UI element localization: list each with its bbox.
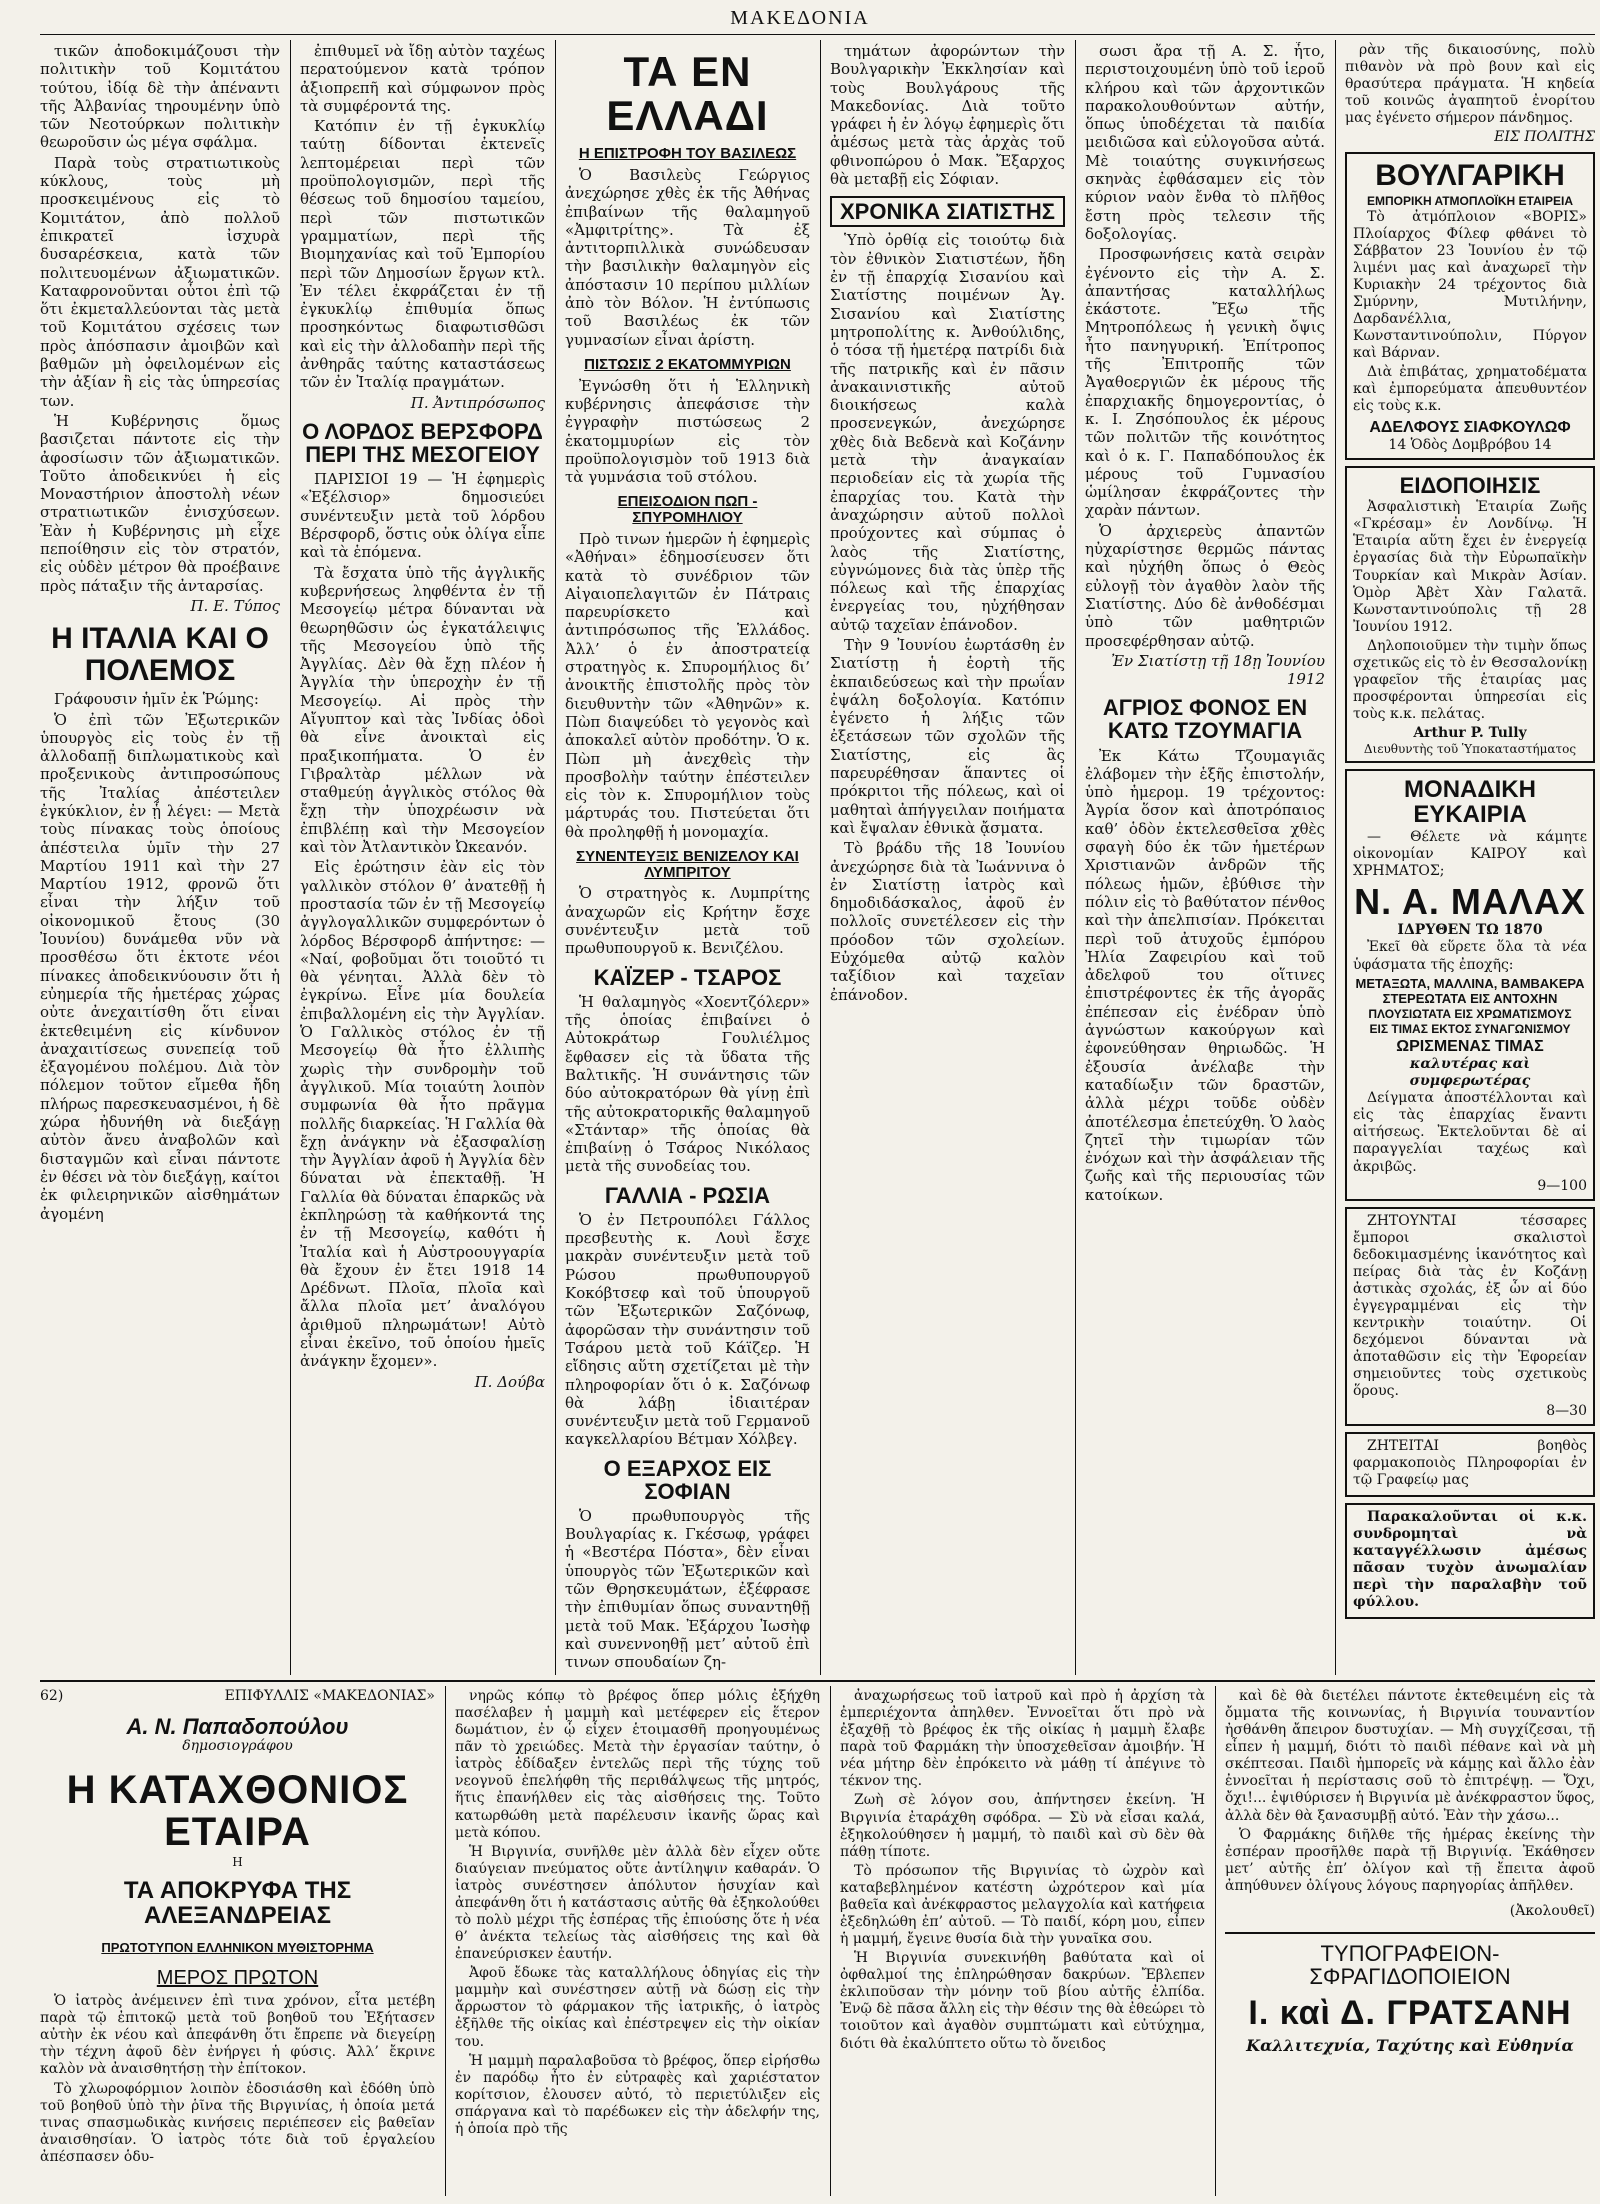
ad-code: 9—100	[1537, 1177, 1587, 1194]
article-text: τημάτων ἀφορώντων τὴν Βουλγαρικὴν Ἐκκλησίαν καὶ τοὺς Βουλγάρους τῆς Μακεδονίας. Διὰ τοῦτο γράφει ἡ ἐν λόγῳ ἐφημερὶς ὅτι ἀμέσως μετὰ τὰς ἀρχὰς τοῦ φθινοπώρου ὁ Μακ. Ἔξαρχος θὰ μεταβῇ εἰς Σόφιαν.	[830, 42, 1065, 189]
column-rule	[820, 40, 821, 1675]
pharmacist-wanted-ad	[1345, 1432, 1595, 1497]
printing-ad-title: ΤΥΠΟΓΡΑΦΕΙΟΝ-ΣΦΡΑΓΙΔΟΠΟΙΕΙΟΝ	[1309, 1941, 1511, 1990]
article-text: Κατόπιν ἐν τῇ ἐγκυκλίῳ ταύτῃ δίδονται ἐκτενεῖς λεπτομέρειαι περὶ τῶν προϋπολογισμῶν, περὶ τῆς θέσεως τοῦ δημοσίου ταμείου, περὶ τῶν πιστωτικῶν γραμματίων, περὶ τῆς Βιομηχανίας καὶ τοῦ Ἐμπορίου περὶ τῶν Δημοσίων ἔργων κτλ. Ἐν τέλει ἐκφράζεται ἐν τῇ ἐγκυκλίῳ ἐπιθυμία ὅπως προσηκόντως διαφωτισθῶσι καὶ εἰς τὴν ἀλλοδαπὴν περὶ τῆς ἀνθηρᾶς ταύτης καταστάσεως τῶν ἐν Ἰταλίᾳ πραγμάτων.	[300, 117, 545, 392]
ad-text: Παρακαλοῦνται οἱ κ.κ. συνδρομηταὶ νὰ καταγγέλλωσιν ἀμέσως πᾶσαν τυχὸν ἀνωμαλίαν περὶ τὴν παραλαβὴν τοῦ φύλλου.	[1353, 1508, 1587, 1611]
ad-store-name: Ν. Α. ΜΑΛΑΧ	[1354, 880, 1586, 922]
article-text: Ὁ ἀρχιερεὺς ἀπαντῶν ηὐχαρίστησε θερμῶς πάντας καὶ ηὐχήθη ὅπως ὁ Θεὸς εὐλογῇ τὸν ἀγαθὸν λαὸν τῆς Σιατίστης. Δύο δὲ ἀνθοδέσμαι ὑπὸ τῶν μαθητριῶν προσεφέρθησαν αὐτῷ.	[1085, 521, 1325, 650]
column-1	[40, 42, 280, 1672]
feuilleton-author-role: δημοσιογράφου	[182, 1738, 293, 1755]
article-text: σωσι ἄρα τῇ Α. Σ. ἦτο, περιστοιχουμένη ὑπὸ τοῦ ἱεροῦ κλήρου καὶ τῶν ἀρχοντικῶν παρακολουθούντων αὐτήν, ὅπως ὑποδέχεται τὰ παιδία μειδιῶσα καὶ εὐλογοῦσα αὐτά. Μὲ τοιαύτης συγκινήσεως σκηνὰς ἐφθάσαμεν εἰς τὸν κύριον ναὸν ἔνθα τὸ πλῆθος ἔστη πρὸς τελεσιν τῆς δοξολογίας.	[1085, 42, 1325, 243]
ad-text: Δείγματα ἀποστέλλονται καὶ εἰς τὰς ἐπαρχίας ἔναντι αἰτήσεως. Ἐκτελοῦνται δὲ αἱ παραγγελίαι ταχέως καὶ ἀκριβῶς.	[1353, 1090, 1587, 1175]
article-text: Ἡ Κυβέρνησις ὅμως βασιζεται πάντοτε εἰς τὴν ἀφοσίωσιν τῶν ἀξιωματικῶν. Τοῦτο ἀποδεικνύει ἡ εἰς Μοναστήριον ἀποστολὴ νέων στρατιωτικῶν ἐνισχύσεων. Ἐὰν ἡ Κυβέρνησις μὴ εἶχε πεποίθησιν εἰς τὸν στρατόν, εἰς οὐδὲν μέτρον θὰ προέβαινε πρὸς πάταξιν τῆς ἀνταρσίας.	[40, 411, 280, 595]
article-text: Προσφωνήσεις κατὰ σειρὰν ἐγένοντο εἰς τὴν Α. Σ. ἀπαντήσας καταλλήλως ἐκάστοτε. Ἔξω τῆς Μητροπόλεως ἡ γενικὴ ὄψις ἦτο πανηγυρική. Ἐπίτροπος τῆς Ἐπιτροπῆς τῶν Ἀγαθοεργιῶν ἐκ μέρους τῆς ἐπαρχιακῆς δημογεροντίας, ὁ κ. Ι. Ζησόπουλος ἐκ μέρους τῶν πολιτῶν τῆς κοινότητος καὶ ὁ κ. Γ. Παπαδόπουλος ἐκ μέρους τοῦ Γυμνασίου ὡμίλησαν ἐκφράζοντες τὴν χαρὰν πάντων.	[1085, 245, 1325, 520]
article-text: ρὰν τῆς δικαιοσύνης, πολὺ πιθανὸν νὰ πρὸ βουν καὶ εἰς θρασύτερα πράγματα. Ἡ κηδεία τοῦ κοινῶς ἀγαπητοῦ ἐνορίτου μας ἐγένετο σήμερον πάνδημος.	[1345, 42, 1595, 127]
subscriber-notice	[1345, 1503, 1595, 1619]
column-5	[1085, 42, 1325, 1672]
article-headline: ΓΑΛΛΙΑ - ΡΩΣΙΑ	[604, 1182, 771, 1208]
article-headline: Η ΙΤΑΛΙΑ ΚΑΙ Ο ΠΟΛΕΜΟΣ	[51, 622, 269, 687]
article-text: Γράφουσιν ἡμῖν ἐκ Ῥώμης:	[54, 690, 259, 709]
column-rule	[830, 1686, 831, 2196]
article-headline: ΚΑΪΖΕΡ - ΤΣΑΡΟΣ	[593, 964, 782, 990]
ad-fixed-prices: ΩΡΙΣΜΕΝΑΣ ΤΙΜΑΣ	[1396, 1037, 1544, 1055]
feuilleton-text: ἀναχωρήσεως τοῦ ἰατροῦ καὶ πρὸ ἡ ἀρχίση τὰ ἐμπεριέχοντα ἀπηλθεν. Ἐννοεῖται ὅτι πρὸ νὰ ἐξαχθῇ τὸ βρέφος ἐκ τῆς οἰκίας ἡ μαμμὴ ἔλαβε παρὰ τοῦ Φαρμάκη τὴν ὑποσχεθεῖσαν ἀμοιβήν. Ἡ νέα μήτηρ δὲν ἐπρόκειτο νὰ μάθῃ τί ἀπέγινε τὸ τέκνον της.	[840, 1688, 1205, 1790]
ad-goods: ΜΕΤΑΞΩΤΑ, ΜΑΛΛΙΝΑ, ΒΑΜΒΑΚΕΡΑ	[1355, 975, 1585, 991]
top-rule	[40, 34, 1595, 35]
subheadline: ΕΠΕΙΣΟΔΙΟΝ ΠΩΠ - ΣΠΥΡΟΜΗΛΙΟΥ	[617, 493, 758, 527]
printing-ad-name: Ι. καὶ Δ. ΓΡΑΤΣΑΝΗ	[1248, 1994, 1572, 2033]
article-text: Ὁ ἐπὶ τῶν Ἐξωτερικῶν ὑπουργὸς εἰς τοὺς ἐν τῇ ἀλλοδαπῇ διπλωματικοὺς καὶ προξενικοὺς ἀντιπροσώπους τῆς Ἰταλίας ἀπέστειλεν ἐγκύκλιον, ἐν ᾗ λέγει: — Μετὰ τοὺς πίνακας τοὺς ὁποίους ἀπέστειλα ὑμῖν τὴν 27 Μαρτίου 1911 καὶ τὴν 27 Μαρτίου 1912, φρονῶ ὅτι εἶναι τὴν λήξιν τοῦ οἰκονομικοῦ ἔτους (30 Ἰουνίου) δυνάμεθα νῦν νὰ προσθέσω ὅτι ἐκτοτε νέοι πίνακες ἀποδεικνύουσιν ὅτι ἡ εὐημερία τῆς ἡμετέρας χώρας οὐτε ἀνεχαιτίσθη ὅτι εἶναι ἐκτεθειμένη εἰς κίνδυνον ἀναχαιτίσεως συνεπείᾳ τοῦ ἐξαγομένου πολέμου. Διὰ τὸν πόλεμον τοῦτον εἴμεθα ἤδη πλήρως παρεσκευασμένοι, ἡ δὲ χώρα ἠδυνήθη νὰ διεξάγῃ αὐτὸν ἄνευ ἀναβολῶν καὶ δισταγμῶν καὶ εἶναι πάντοτε ἐν θέσει νὰ τὸν διεξάγῃ, καίτοι ἐκ φιλειρηνικῶν αἰσθημάτων ἀγομένη	[40, 710, 280, 1223]
column-rule	[445, 1686, 446, 2196]
feuilleton-number: 62)	[40, 1688, 64, 1704]
column-rule	[555, 40, 556, 1675]
article-text: Ὁ στρατηγὸς κ. Λυμπρίτης ἀναχωρῶν εἰς Κρήτην ἔσχε συνέντευξιν μετὰ τοῦ πρωθυπουργοῦ κ. Βενιζέλου.	[565, 884, 810, 958]
feuilleton-text: Ὁ Φαρμάκης διῆλθε τῆς ἡμέρας ἐκείνης τὴν ἐσπέραν προσῆλθε παρὰ τῇ Βιργινίᾳ. Ἐκάθησεν μετ’ αὐτῆς ἐπ’ ὀλίγον καὶ τῇ ἔπειτα ἀφοῦ ἀπηύθυνεν ὀλίγους λόγους παρηγορίας ἀπῆλθεν.	[1225, 1826, 1595, 1894]
feuilleton-column-3	[840, 1688, 1205, 2198]
article-headline: ΑΓΡΙΟΣ ΦΟΝΟΣ ΕΝ ΚΑΤΩ ΤΖΟΥΜΑΓΙΑ	[1102, 695, 1308, 744]
article-text: Παρὰ τοὺς στρατιωτικοὺς κύκλους, τοὺς μὴ προσκειμένους εἰς τὸ Κομιτάτον, ἀπὸ πολλοῦ ἐπικρατεῖ ἰσχυρὰ δυσαρέσκεια, κατὰ τῶν πολιτευομένων ἀξιωματικῶν. Καταφρονοῦνται οὗτοι ἐπὶ τῷ ὅτι ἐκμεταλλεύονται τὰς μετὰ τοῦ Κομιτάτου σχέσεις των πρὸς ἀπόσπασιν ἀμοιβῶν καὶ βαθμῶν μὴ ὀφειλομένων εἰς τὴν ἀξίαν ἢ εἰς τὰς ὑπηρεσίας των.	[40, 153, 280, 410]
feuilleton-column-2	[455, 1688, 820, 2198]
article-headline: Ο ΛΟΡΔΟΣ ΒΕΡΣΦΟΡΔ ΠΕΡΙ ΤΗΣ ΜΕΣΟΓΕΙΟΥ	[302, 418, 543, 468]
column-3	[565, 42, 810, 1672]
article-signature: Π. Ε. Τύπος	[190, 596, 280, 615]
article-text: Τὴν 9 Ἰουνίου ἐωρτάσθη ἐν Σιατίστῃ ἡ ἑορτὴ τῆς ἐκπαιδεύσεως καὶ τὴν πρωΐαν ἐψάλη δοξολογία. Κατόπιν ἐγένετο ἡ λήξις τῶν ἐξετάσεων τῶν σχολῶν τῆς Σιατίστης, εἰς ἃς παρευρέθησαν ἅπαντες οἱ πρόκριτοι τῆς πόλεως, καὶ οἱ μαθηταὶ ἀπήγγειλαν ποιήματα καὶ ἔψαλαν ἐθνικὰ ᾄσματα.	[830, 636, 1065, 837]
ad-text: ΖΗΤΟΥΝΤΑΙ τέσσαρες ἔμποροι σκαλιστοὶ δεδοκιμασμένης ἱκανότητος καὶ πείρας διὰ τὰς ἐν Κοζάνῃ ἀστικὰς σχολάς, ἐξ ὧν αἱ δύο ἐγγεγραμμέναι εἰς τὴν κεντρικὴν τοιαύτην. Οἱ δεχόμενοι δύνανται νὰ ἀποταθῶσιν εἰς τὴν Ἐφορείαν σημειοῦντες τοὺς σχετικοὺς ὅρους.	[1353, 1212, 1587, 1400]
teachers-wanted-ad	[1345, 1207, 1595, 1426]
ad-text: ΖΗΤΕΙΤΑΙ βοηθὸς φαρμακοποιὸς Πληροφορίαι ἐν τῷ Γραφείῳ μας	[1353, 1437, 1587, 1488]
printing-ad-slogan: Καλλιτεχνία, Ταχύτης καὶ Εὐθηνία	[1246, 2035, 1574, 2055]
article-signature: ΕΙΣ ΠΟΛΙΤΗΣ	[1494, 129, 1595, 146]
feuilleton-text: Ἀφοῦ ἔδωκε τὰς καταλλήλους ὁδηγίας εἰς τὴν μαμμὴν καὶ συνέστησεν αὐτῇ νὰ δώσῃ εἰς τὴν ἄρρωστον τὸ φάρμακον τῆς ἰατρικῆς, ὁ ἰατρὸς ἐξῆλθε τῆς οἰκίας καὶ ἐπέστρεψεν εἰς τὴν οἰκίαν του.	[455, 1965, 820, 2050]
article-text: Ἐγνώσθη ὅτι ἡ Ἑλληνικὴ κυβέρνησις ἀπεφάσισε τὴν ἐγγραφὴν πιστώσεως 2 ἑκατομμυρίων εἰς τὸν προϋπολογισμὸν τοῦ 1913 διὰ τὰ γυμνάσια τοῦ στόλου.	[565, 376, 810, 487]
article-text: ΠΑΡΙΣΙΟΙ 19 — Ἡ ἐφημερὶς «Ἐξέλσιορ» δημοσιεύει συνέντευξιν μετὰ τοῦ λόρδου Βέρσφορδ, ὅστις οὐκ ὀλίγα εἶπε καὶ τὰ ἑπόμενα.	[300, 470, 545, 562]
column-rule	[1075, 40, 1076, 1675]
article-text: Ἡ θαλαμηγὸς «Χοεντζόλερν» τῆς ὁποίας ἐπιβαίνει ὁ Αὐτοκράτωρ Γουλιέλμος ἔφθασεν εἰς τὰ ὕδατα τῆς Βαλτικῆς. Ἡ συνάντησις τῶν δύο αὐτοκρατόρων θὰ γίνῃ ἐπὶ τῆς αὐτοκρατορικῆς θαλαμηγοῦ «Στάνταρ» τῆς ὁποίας θὰ ἐπιβαίνῃ ὁ Τσάρος Νικόλαος μετὰ τῆς συνοδείας του.	[565, 992, 810, 1176]
ad-title: ΒΟΥΛΓΑΡΙΚΗ	[1375, 159, 1565, 193]
feuilleton-label-row	[40, 1688, 435, 1705]
feuilleton-text: νηρῶς κόπῳ τὸ βρέφος ὅπερ μόλις ἐξήχθη πασέλαβεν ἡ μαμμὴ καὶ μετέφερεν εἰς ἕτερον δωμάτιον, ἐν ᾧ εἶχεν ἑτοιμασθῆ προηγουμένως πᾶν τὸ χρειώδες. Μετὰ τὴν ἐργασίαν ταύτην, ὁ ἰατρὸς ἐδίδαξεν ἐντελῶς περὶ τῆς τύχης τοῦ νεογνοῦ ἐπελήφθη τῆς περιθάλψεως τῆς μητρός, ἥτις ἐπανήλθεν εἰς τὰς αἰσθήσεις της. Τοῦτο κατωρθώθη μετὰ παρέλευσιν ἱκανῆς ὥρας καὶ μετὰ κόπου.	[455, 1688, 820, 1841]
ad-text: Τὸ ἀτμόπλοιον «ΒΟΡΙΣ» Πλοίαρχος Φίλεφ φθάνει τὸ Σάββατον 23 Ἰουνίου ἐν τῷ λιμένι μας καὶ ἀναχωρεῖ τὴν Κυριακὴν 24 τρέχοντος διὰ Σμύρνην, Μυτιλήνην, Δαρδανέλλια, Κωνσταντινούπολιν, Πύργον καὶ Βάρναν.	[1353, 208, 1587, 362]
ad-prices: ΕΙΣ ΤΙΜΑΣ ΕΚΤΟΣ ΣΥΝΑΓΩΝΙΣΜΟΥ	[1369, 1021, 1571, 1036]
ad-subtitle: ΕΜΠΟΡΙΚΗ ΑΤΜΟΠΛΟΪΚΗ ΕΤΑΙΡΕΙΑ	[1366, 193, 1574, 208]
ad-text: Διὰ ἐπιβάτας, χρηματοδέματα καὶ ἐμπορεύματα ἀπευθυντέον εἰς τοὺς κ.κ.	[1353, 364, 1587, 415]
column-rule	[1215, 1686, 1216, 2196]
article-text: Ἐκ Κάτω Τζουμαγιᾶς ἐλάβομεν τὴν ἑξῆς ἐπιστολήν, ὑπὸ ἡμερομ. 19 τρέχοντος: Ἀγρία ὅσον καὶ ἀποτρόπαιος καθ’ ὁδὸν ἐκτελεσθεῖσα χθὲς σφαγὴ δύο ἐκ τῶν ἡμετέρων Χριστιανῶν ἀνδρῶν τῆς πόλεως ἡμῶν, ἐβύθισε τὴν πόλιν εἰς τὸ βαθύτατον πένθος καὶ τὴν ἀπελπισίαν. Πρόκειται περὶ τοῦ ἀτυχοῦς ἐμπόρου Ἠλία Ζαφειρίου καὶ τοῦ ἀδελφοῦ του οἵτινες ἐπιστρέφοντες ἐκ τῆς ἀγορᾶς ἐπέπεσαν εἰς ἐνέδραν ὑπὸ ἀγνώστων κακούργων καὶ ἐφονεύθησαν θηριωδῶς. Ἡ ἐξουσία ἀνέλαβε τὴν καταδίωξιν τῶν δραστῶν, ἀλλὰ μέχρι τοῦδε οὐδὲν ἀποτέλεσμα ἐπετεύχθη. Ὁ λαὸς ζητεῖ τὴν τιμωρίαν τῶν ἐνόχων καὶ τὴν ἀσφάλειαν τῆς ζωῆς καὶ τῆς περιουσίας τῶν κατοίκων.	[1085, 746, 1325, 1204]
article-text: Τὸ βράδυ τῆς 18 Ἰουνίου ἀνεχώρησε διὰ τὰ Ἰωάννινα ὁ ἐν Σιατίστῃ ἰατρὸς καὶ δημοδιδάσκαλος, ἀφοῦ ἐν πολλοῖς συνετέλεσεν εἰς τὴν πρόοδον τῶν σχολείων. Εὐχόμεθα αὐτῷ καλὸν ταξίδιον καὶ ταχεῖαν ἐπάνοδον.	[830, 839, 1065, 1004]
masthead: ΜΑΚΕΔΟΝΙΑ	[730, 7, 870, 29]
ad-signature: Arthur P. Tully	[1413, 725, 1527, 742]
column-6	[1345, 42, 1595, 1672]
feuilleton-part: ΜΕΡΟΣ ΠΡΩΤΟΝ	[156, 1967, 319, 1990]
shipping-ad	[1345, 152, 1595, 460]
article-text: Εἰς ἐρώτησιν ἐὰν εἰς τὸν γαλλικὸν στόλον θ’ ἀνατεθῇ ἡ προστασία τῶν ἐν τῇ Μεσογείῳ ἀγγλογαλλικῶν συμφερόντων ὁ λόρδος Βέρσφορδ ἀπήντησε: — «Ναί, φοβοῦμαι ὅτι τοιοῦτό τι θὰ γένηται. Ἀλλὰ δὲν τὸ ἐγκρίνω. Εἶνε μία δουλεία ἐπιβαλλομένη εἰς τὴν Ἀγγλίαν. Ὁ Γαλλικὸς στόλος ἐν τῇ Μεσογείῳ θὰ ἦτο ἐλλιπὴς χωρὶς τὴν συνδρομὴν τοῦ ἀγγλικοῦ. Μία τοιαύτη λοιπὸν συμφωνία θὰ ἦτο πρᾶγμα πολλῆς διαρκείας. Ἡ Γαλλία θὰ ἔχῃ ἀνάγκην νὰ ἐξασφαλίσῃ τὴν Ἀγγλίαν ἀφοῦ ἡ Ἀγγλία δὲν δύναται νὰ ἐπεκταθῇ. Ἡ Γαλλία θὰ δύναται ἐπαρκῶς νὰ ἐκπληρώσῃ τὰ καθήκοντά της ἐν τῇ Μεσογείῳ, καθότι ἡ Ἰταλία καὶ ἡ Αὐστροουγγαρία θὰ ἔχουν ἐν ἔτει 1918 14 Δρέδνωτ. Πλοῖα, πλοῖα καὶ ἄλλα πλοῖα μετ’ ἀναλόγου ἀριθμοῦ πληρωμάτων! Αὐτὸ εἶναι ἐκεῖνο, τοῦ ὁποίου ἡμεῖς ἀνάγκην ἔχομεν».	[300, 858, 545, 1371]
feuilleton-rule	[40, 1680, 1595, 1682]
column-4	[830, 42, 1065, 1672]
ad-goods: ΠΛΟΥΣΙΩΤΑΤΑ ΕΙΣ ΧΡΩΜΑΤΙΣΜΟΥΣ	[1368, 1007, 1572, 1022]
feuilleton-continued: (Ἀκολουθεῖ)	[1509, 1902, 1595, 1919]
subheadline: ΣΥΝΕΝΤΕΥΞΙΣ ΒΕΝΙΖΕΛΟΥ ΚΑΙ ΛΥΜΠΡΙΤΟΥ	[576, 847, 799, 881]
feuilleton-author: Α. Ν. Παπαδοπούλου	[126, 1714, 349, 1740]
feuilleton-title-joiner: Η	[232, 1855, 243, 1870]
ad-title: ΜΟΝΑΔΙΚΗ ΕΥΚΑΙΡΙΑ	[1404, 775, 1536, 829]
subheadline: Η ΕΠΙΣΤΡΟΦΗ ΤΟΥ ΒΑΣΙΛΕΩΣ	[578, 145, 797, 163]
article-text: ἐπιθυμεῖ νὰ ἴδῃ αὐτὸν ταχέως περατούμενον κατὰ τρόπον ἀξιοπρεπῆ καὶ σύμφωνον πρὸς τὰ συμφέροντά της.	[300, 42, 545, 115]
feuilleton-text: καὶ δὲ θὰ διετέλει πάντοτε ἐκτεθειμένη εἰς τὰ ὄμματα τῆς κοινωνίας, ἡ Βιργινία τουναντίον ἠσθάνθη ἄπειρον δυστυχίαν. — Μὴ συγχίζεσαι, τῇ εἶπεν ἡ μαμμή, διότι τὸ παιδὶ πέθανε καὶ νὰ μὴ σκέπτεσαι. Παιδὶ ἠμπορεῖς νὰ κάμῃς καὶ ἄλλο ἐὰν ἐννοεῖται ἡ περίστασις σοῦ τὸ ἐπιτρέψῃ. — Ὄχι, ὄχι!... ἐψιθύρισεν ἡ Βιργινία μὲ ἀνέκφραστον ὕφος, ἀλλὰ δὲν θὰ ξανασυμβῇ αὐτό. Ἐὰν τὴν χάσω...	[1225, 1688, 1595, 1824]
feuilleton-title: Η ΚΑΤΑΧΘΟΝΙΟΣ ΕΤΑΙΡΑ	[66, 1768, 409, 1855]
ad-slogan: καλυτέρας καὶ συμφερωτέρας	[1409, 1056, 1531, 1090]
ad-text: Ἀσφαλιστικὴ Ἑταιρία Ζωῆς «Γκρέσαμ» ἐν Λονδίνῳ. Ἡ Ἑταιρία αὕτη ἔχει ἐν ἐνεργείᾳ ἐργασίας διὰ τὴν Εὐρωπαϊκὴν Τουρκίαν καὶ Μικρὰν Ἀσίαν. Ὁμὸρ Ἀβὲτ Χὰν Γαλατᾶ. Κωνσταντινούπολις τῇ 28 Ἰουνίου 1912.	[1353, 499, 1587, 635]
article-signature: Π. Ἀντιπρόσωπος	[410, 393, 545, 412]
feuilleton-text: Ἡ Βιργινία, συνῆλθε μὲν ἀλλὰ δὲν εἶχεν οὔτε διαύγειαν πνεύματος οὔτε ἀντίληψιν καθαράν. Ὁ ἰατρὸς συνέστησεν ἀπόλυτον ἡσυχίαν καὶ ἀπεφάνθη ὅτι ἡ κατάστασις αὐτῆς θὰ ἐξηκολούθει τὸ πολὺ μέχρι τῆς ἑσπέρας τῆς ἐπιούσης ὅτε ἡ νέα θ’ ἀνέκτα τελείως τὰς αἰσθήσεις της καὶ θὰ ἐπανεύρισκεν ἑαυτήν.	[455, 1843, 820, 1963]
ad-goods: ΣΤΕΡΕΩΤΑΤΑ ΕΙΣ ΑΝΤΟΧΗΝ	[1382, 991, 1558, 1007]
ad-text: Ἐκεῖ θὰ εὕρετε ὅλα τὰ νέα ὑφάσματα τῆς ἐποχῆς:	[1353, 939, 1587, 973]
column-rule	[290, 40, 291, 1675]
column-rule	[1335, 40, 1336, 1675]
feuilleton-text: Ὁ ἰατρὸς ἀνέμεινεν ἐπὶ τινα χρόνον, εἶτα μετέβη παρὰ τῷ ἐπιτοκῷ μετὰ τοῦ βοηθοῦ του Ἐξήτασεν αὐτὴν ἐκ νέου καὶ ἀπεφάνθη ὅτι ἔπρεπε νὰ διεγείρῃ τὴν τέχνη ἀφοῦ δὲν ἐνήργει ἡ φύσις. Ἀλλ’ ἔκρινε καλὸν νὰ ἀναισθητήσῃ τὴν ἐπίτοκον.	[40, 1993, 435, 2078]
article-headline: Ο ΕΞΑΡΧΟΣ ΕΙΣ ΣΟΦΙΑΝ	[603, 1455, 772, 1504]
article-signature: Π. Δούβα	[474, 1372, 545, 1391]
fabric-store-ad	[1345, 769, 1595, 1201]
article-text: Ὁ ἐν Πετρουπόλει Γάλλος πρεσβευτὴς κ. Λουὶ ἔσχε μακρὰν συνέντευξιν μετὰ τοῦ Ρώσου πρωθυπουργοῦ Κοκόβτσεφ καὶ τοῦ ὑπουργοῦ τῶν Ἐξωτερικῶν Σαζόνωφ, ἀφορῶσαν τὴν συνάντησιν τοῦ Τσάρου μετὰ τοῦ Κάϊζερ. Ἡ εἴδησις αὕτη σχετίζεται μὲ τὴν πληροφορίαν ὅτι ὁ κ. Σαζόνωφ θὰ λάβῃ ἰδιαιτέραν συνέντευξιν μετὰ τοῦ Γερμανοῦ καγκελλαρίου Βέτμαν Χόλβεγ.	[565, 1210, 810, 1449]
article-text: Τὰ ἔσχατα ὑπὸ τῆς ἀγγλικῆς κυβερνήσεως ληφθέντα ἐν τῇ Μεσογείῳ μέτρα δύνανται νὰ θεωρηθῶσιν ὡς ἐγκατάλειψις τῆς Μεσογείου ὑπὸ τῆς Ἀγγλίας. Δὲν θὰ ἔχῃ πλέον ἡ Ἀγγλία τὴν ὑπεροχὴν ἐν τῇ Μεσογείῳ. Αἱ πρὸς τὴν Αἴγυπτον καὶ τὰς Ἰνδίας ὁδοὶ θὰ εἶνε ἀνοικταὶ εἰς πραξικοπήματα. Ὁ ἐν Γιβραλτὰρ μέλλων νὰ σταθμεύῃ ἀγγλικὸς στόλος θὰ ἔχῃ τὴν ὑποχρέωσιν νὰ ἐπιβλέπῃ καὶ τὴν Μεσογείον καὶ τὸν Ἀτλαντικὸν Ὠκεανόν.	[300, 563, 545, 857]
feuilleton-text: Τὸ πρόσωπον τῆς Βιργινίας τὸ ὠχρὸν καὶ καταβεβλημένον κατέστη ὠχρότερον καὶ μία βαθεῖα καὶ ἀνέκφραστος μελαγχολία καὶ κατήφεια ἐξεδηλώθη ἐπ’ αὐτοῦ. — Τὸ παιδί, κόρη μου, εἶπεν ἡ μαμμή, ἔγεινε θυσία διὰ τὴν γυναῖκα σου.	[840, 1862, 1205, 1948]
ad-text: — Θέλετε νὰ κάμητε οἰκονομίαν ΚΑΙΡΟΥ καὶ ΧΡΗΜΑΤΟΣ;	[1353, 829, 1587, 880]
article-headline: ΧΡΟΝΙΚΑ ΣΙΑΤΙΣΤΗΣ	[830, 196, 1065, 227]
ad-role: Διευθυντὴς τοῦ Ὑποκαταστήματος	[1363, 742, 1577, 757]
ad-divider	[1225, 1932, 1595, 1934]
feuilleton-text: Ἡ μαμμὴ παραλαβοῦσα τὸ βρέφος, ὅπερ εἰρήσθω ἐν παρόδῳ ἦτο ἐν εὐτραφὲς καὶ χαριέστατον κορίτσιον, ἐλουσεν αὐτό, τὸ περιετύλιξεν εἰς σπάργανα καὶ τὸ παρέδωκεν εἰς τὴν ἀδελφήν της, ἡ ὁποία πρὸ τῆς	[455, 2052, 820, 2137]
ad-title: ΕΙΔΟΠΟΙΗΣΙΣ	[1399, 473, 1541, 499]
ad-address: 14 Ὁδὸς Δομβρόβου 14	[1388, 437, 1552, 454]
article-text: Πρὸ τινων ἡμερῶν ἡ ἐφημερὶς «Ἀθήναι» ἐδημοσίευσεν ὅτι κατὰ τὸ συνέδριον τῶν Αἰγαιοπελαγιτῶν ἐν Πάτραις παρευρίσκετο καὶ ἀντιπρόσωπος τῆς Ἑλλάδος. Ἀλλ’ ὁ ἐν ἀποστρατείᾳ στρατηγὸς κ. Σπυρομήλιος δι’ ἀνοικτῆς ἐπιστολῆς πρὸς τὸν διευθυντὴν τῶν «Ἀθηνῶν» κ. Πὼπ διαψεύδει τὸ γεγονὸς καὶ ἀποκαλεῖ αὐτὸν προδότην. Ὁ κ. Πὼπ μὴ ἀνεχθεὶς τὴν προσβολὴν ταύτην ἐπέστειλεν εἰς τὸν κ. Σπυρομήλιον τοὺς μάρτυράς του. Πιστεύεται ὅτι θὰ προληφθῇ ἡ μονομαχία.	[565, 529, 810, 841]
feuilleton-kind: ΠΡΩΤΟΤΥΠΟΝ ΕΛΛΗΝΙΚΟΝ ΜΥΘΙΣΤΟΡΗΜΑ	[101, 1940, 374, 1956]
article-text: Ὁ πρωθυπουργὸς τῆς Βουλγαρίας κ. Γκέσωφ, γράφει ἡ «Βεστέρα Πόστα», δὲν εἶναι ὑπουργὸς τῶν Ἐξωτερικῶν καὶ τῶν Θρησκευμάτων, ἐξέφρασε τὴν ἐπιθυμίαν ὅπως συναντηθῇ μετὰ τοῦ Μακ. Ἐξάρχου Ἰωσὴφ καὶ συνεννοηθῇ μετ’ αὐτοῦ ἐπὶ τινων σπουδαίων ζη-	[565, 1506, 810, 1672]
feuilleton-text: Τὸ χλωροφόρμιον λοιπὸν ἐδοσιάσθη καὶ ἐδόθη ὑπὸ τοῦ βοηθοῦ ὑπὸ τὴν ῥῖνα τῆς Βιργινίας, ἡ ὁποία μετά τινας σπασμωδικὰς κινήσεις περιέπεσεν εἰς βαθεῖαν ἀναισθησίαν. Ὁ ἰατρὸς τότε διὰ τοῦ ἐργαλείου ἀπέσπασεν ὁδυ-	[40, 2080, 435, 2165]
feuilleton-header	[40, 1688, 435, 2198]
feuilleton-label: ΕΠΙΦΥΛΛΙΣ «ΜΑΚΕΔΟΝΙΑΣ»	[224, 1688, 435, 1704]
subheadline: ΠΙΣΤΩΣΙΣ 2 ΕΚΑΤΟΜΜΥΡΙΩΝ	[584, 355, 791, 373]
feuilleton-text: Ζωὴ σὲ λόγον σου, ἀπήντησεν ἐκείνη. Ἡ Βιργινία ἐταράχθη σφόδρα. — Σὺ νὰ εἶσαι καλά, ἐξηκολούθησεν ἡ μαμμή, τὸ παιδὶ καὶ σὺ δὲν θὰ πάθῃ τίποτε.	[840, 1792, 1205, 1860]
ad-agent: ΑΔΕΛΦΟΥΣ ΣΙΑΦΚΟΥΛΩΦ	[1369, 418, 1571, 436]
article-text: Ὁ Βασιλεὺς Γεώργιος ἀνεχώρησε χθὲς ἐκ τῆς Ἀθήνας ἐπιβαίνων τῆς θαλαμηγοῦ «Ἀμφιτρίτης». Τὰ ἐξ ἀντιτορπιλλικὰ συνώδευσαν τὴν βασιλικὴν θαλαμηγὸν εἰς ἀπόστασιν 10 περίπου μιλλίων ἀπὸ τὸν Βόλον. Ἡ ἐντύπωσις τοῦ Βασιλέως ἐκ τῶν γυμνασίων εἶναι ἀρίστη.	[565, 165, 810, 349]
insurance-notice	[1345, 466, 1595, 763]
ad-established: ΙΔΡΥΘΕΝ ΤΩ 1870	[1397, 922, 1543, 939]
section-headline: ΤΑ ΕΝ ΕΛΛΑΔΙ	[606, 48, 769, 140]
feuilleton-text: Ἡ Βιργινία συνεκινήθη βαθύτατα καὶ οἱ ὀφθαλμοί της ἐπληρώθησαν δακρύων. Ἔβλεπεν ἐκλιποῦσαν τὴν μόνην τοῦ βίου αὐτῆς ἐλπίδα. Ἐνῷ δὲ πᾶσα ἄλλη εἰς τὴν θέσιν της θὰ ἐθεώρει τὸ τοιοῦτον καὶ ἀγαθὸν συμπτώματι καὶ εὐτύχημα, διότι θὰ ἐκαλύπτετο οὕτω τὸ ὄνειδος	[840, 1950, 1205, 2052]
ad-code: 8—30	[1546, 1402, 1587, 1419]
column-2	[300, 42, 545, 1672]
article-text: τικῶν ἀποδοκιμάζουσι τὴν πολιτικὴν τοῦ Κομιτάτου τούτου, ἰδίᾳ δὲ τὴν ἀπέναντι τῆς Ἀλβανίας τηρουμένην ὑπὸ τῶν Νεοτούρκων πολιτικὴν θεωροῦσιν ὡς μέγα σφάλμα.	[40, 42, 280, 152]
feuilleton-column-4	[1225, 1688, 1595, 2198]
feuilleton-subtitle: ΤΑ ΑΠΟΚΡΥΦΑ ΤΗΣ ΑΛΕΞΑΝΔΡΕΙΑΣ	[123, 1876, 352, 1930]
article-dateline: Ἐν Σιατίστῃ τῇ 18ῃ Ἰουνίου 1912	[1111, 651, 1325, 689]
ad-text: Δηλοποιοῦμεν τὴν τιμὴν ὅπως σχετικῶς εἰς τὸ ἐν Θεσσαλονίκῃ γραφεῖον τῆς ἑταιρίας μας προσφέρονται ὑπηρεσίαι εἰς τοὺς κ.κ. πελάτας.	[1353, 637, 1587, 723]
article-text: Ὑπὸ ὀρθίᾳ εἰς τοιούτῳ διὰ τὸν ἐθνικὸν Σιατιστέων, ἤδη ἐν τῇ ἐπαρχίᾳ Σισανίου καὶ Σιατίστης ποιμένων Ἁγ. Σισανίου καὶ Σιατίστης μητροπολίτης κ. Ἀνθούλιδης, ὁ τόσα τῇ ἡμετέρᾳ πατρίδι διὰ τῆς πατρικῆς καὶ ἐν πᾶσιν ἀνακαινιστικῆς αὐτοῦ διοικήσεως καλὰ προσενεγκών, ἀνεχώρησε χθὲς διὰ Βεδενὰ καὶ Κοζάνην μετὰ τὴν ἀναγκαίαν περιοδείαν εἰς τὰ χωρία τῆς ἐπαρχίας του. Κατὰ τὴν ἀναχώρησιν αὐτοῦ πολλοὶ προύχοντες καὶ σύμπας ὁ λαὸς τῆς Σιατίστης, εὐγνώμονες διὰ τὰς ὑπὲρ τῆς πόλεως καὶ τῆς ἐπαρχίας ἐνεργείας του, ηὐχήθησαν αὐτῷ ταχεῖαν ἐπάνοδον.	[830, 231, 1065, 634]
